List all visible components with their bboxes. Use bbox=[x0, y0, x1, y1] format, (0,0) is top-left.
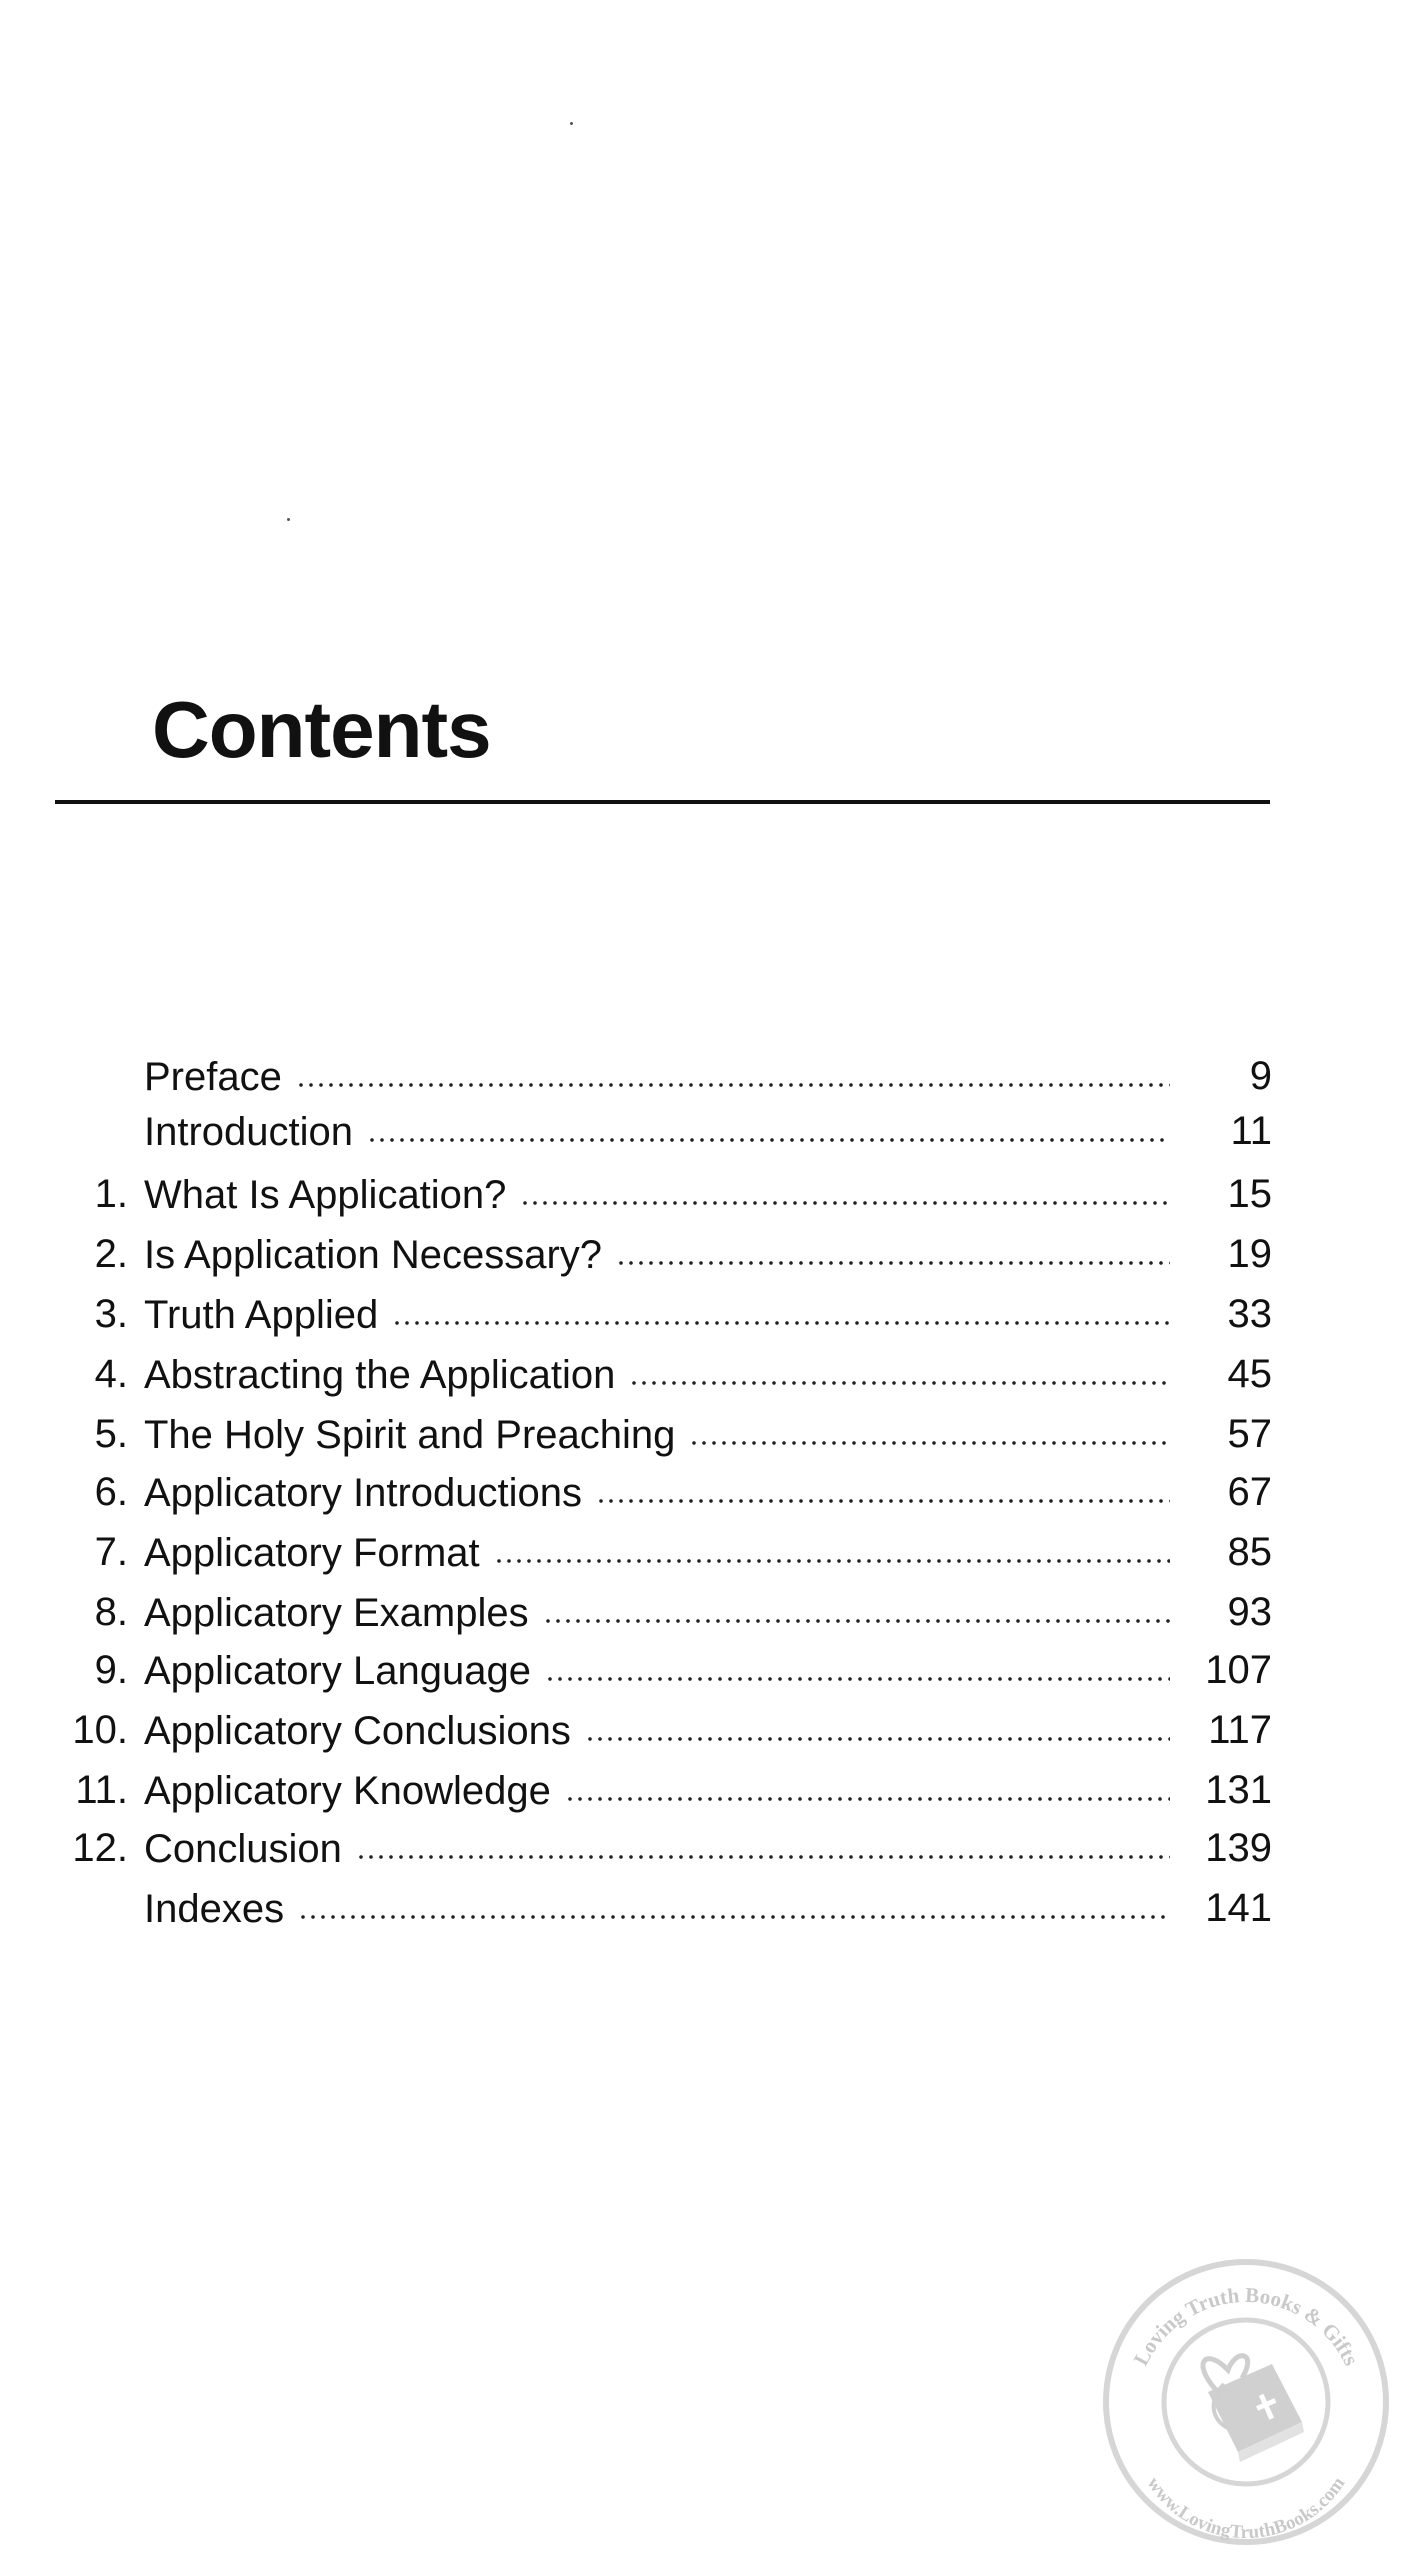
dot-leader bbox=[520, 1168, 1170, 1208]
dot-leader bbox=[367, 1105, 1170, 1145]
dot-leader bbox=[616, 1228, 1170, 1268]
toc-entry-page: 19 bbox=[1227, 1232, 1272, 1276]
dot-leader bbox=[565, 1764, 1170, 1804]
toc-entry bbox=[0, 1466, 1404, 1518]
toc-entry-number: 12. bbox=[72, 1826, 128, 1870]
toc-entry-title bbox=[144, 1228, 1170, 1281]
dot-leader bbox=[296, 1050, 1170, 1090]
toc-entry-number: 6. bbox=[94, 1470, 128, 1514]
toc-entry-title bbox=[144, 1348, 1170, 1401]
toc-entry bbox=[0, 1586, 1404, 1638]
toc-entry-title bbox=[144, 1586, 1170, 1639]
toc-entry-label: Applicatory Examples bbox=[144, 1591, 529, 1635]
toc-entry-title bbox=[144, 1822, 1170, 1875]
toc-entry-page: 33 bbox=[1227, 1292, 1272, 1336]
toc-entry-label: Is Application Necessary? bbox=[144, 1233, 603, 1277]
book-icon bbox=[1203, 2356, 1304, 2462]
toc-entry-page: 9 bbox=[1249, 1054, 1272, 1098]
toc-entry bbox=[0, 1882, 1404, 1934]
toc-entry-number: 3. bbox=[94, 1292, 128, 1336]
stamp-text-bottom: www.LovingTruthBooks.com bbox=[1142, 2473, 1350, 2544]
toc-entry-page: 131 bbox=[1205, 1768, 1272, 1812]
toc-entry-title bbox=[144, 1105, 1170, 1158]
toc-entry-label: Abstracting the Application bbox=[144, 1353, 616, 1397]
toc-entry-page: 93 bbox=[1227, 1590, 1272, 1634]
toc-entry-label: Truth Applied bbox=[144, 1293, 379, 1337]
toc-entry-label: Applicatory Format bbox=[144, 1531, 480, 1575]
toc-entry-page: 85 bbox=[1227, 1530, 1272, 1574]
dot-leader bbox=[596, 1466, 1170, 1506]
paper-speck bbox=[287, 518, 290, 521]
toc-entry bbox=[0, 1168, 1404, 1220]
toc-entry-number: 1. bbox=[94, 1172, 128, 1216]
toc-entry-page: 57 bbox=[1227, 1412, 1272, 1456]
dot-leader bbox=[585, 1704, 1170, 1744]
toc-entry-title bbox=[144, 1466, 1170, 1519]
toc-entry-number: 4. bbox=[94, 1352, 128, 1396]
dot-leader bbox=[629, 1348, 1170, 1388]
toc-entry bbox=[0, 1822, 1404, 1874]
toc-entry-page: 141 bbox=[1205, 1886, 1272, 1930]
toc-entry-title bbox=[144, 1526, 1170, 1579]
toc-entry-number: 8. bbox=[94, 1590, 128, 1634]
toc-entry-title bbox=[144, 1168, 1170, 1221]
title-rule bbox=[55, 800, 1270, 804]
toc-entry-number: 10. bbox=[72, 1708, 128, 1752]
toc-entry-title bbox=[144, 1644, 1170, 1697]
toc-entry-label: Introduction bbox=[144, 1110, 354, 1154]
toc-entry bbox=[0, 1704, 1404, 1756]
dot-leader bbox=[298, 1882, 1170, 1922]
toc-entry-page: 139 bbox=[1205, 1826, 1272, 1870]
toc-entry-page: 117 bbox=[1208, 1708, 1272, 1752]
toc-entry-page: 67 bbox=[1227, 1470, 1272, 1514]
dot-leader bbox=[392, 1288, 1170, 1328]
toc-entry-page: 11 bbox=[1230, 1109, 1272, 1153]
stamp-text-top: Loving Truth Books & Gifts bbox=[1128, 2282, 1364, 2370]
toc-entry-title bbox=[144, 1050, 1170, 1103]
toc-entry-title bbox=[144, 1764, 1170, 1817]
toc-entry-label: What Is Application? bbox=[144, 1173, 507, 1217]
toc-entry-number: 5. bbox=[94, 1412, 128, 1456]
dot-leader bbox=[543, 1586, 1170, 1626]
toc-entry-number: 2. bbox=[94, 1232, 128, 1276]
page-title: Contents bbox=[152, 685, 491, 774]
toc-entry bbox=[0, 1526, 1404, 1578]
toc-entry-label: Indexes bbox=[144, 1887, 285, 1931]
toc-entry-label: Applicatory Knowledge bbox=[144, 1769, 551, 1813]
bookstore-stamp bbox=[1096, 2252, 1396, 2552]
toc-entry-label: Conclusion bbox=[144, 1827, 342, 1871]
dot-leader bbox=[494, 1526, 1170, 1566]
toc-entry bbox=[0, 1105, 1404, 1157]
toc-entry-label: Applicatory Conclusions bbox=[144, 1709, 571, 1753]
toc-entry bbox=[0, 1288, 1404, 1340]
toc-entry-number: 11. bbox=[75, 1768, 128, 1812]
toc-entry-page: 107 bbox=[1205, 1648, 1272, 1692]
paper-speck bbox=[570, 122, 573, 125]
toc-entry-title bbox=[144, 1288, 1170, 1341]
toc-entry-title bbox=[144, 1704, 1170, 1757]
toc-entry-page: 45 bbox=[1227, 1352, 1272, 1396]
toc-entry-label: Applicatory Language bbox=[144, 1649, 531, 1693]
toc-entry-number: 7. bbox=[94, 1530, 128, 1574]
toc-entry bbox=[0, 1228, 1404, 1280]
toc-entry-label: The Holy Spirit and Preaching bbox=[144, 1413, 676, 1457]
toc-entry-label: Applicatory Introductions bbox=[144, 1471, 583, 1515]
toc-entry bbox=[0, 1408, 1404, 1460]
toc-entry-label: Preface bbox=[144, 1055, 282, 1099]
toc-entry-page: 15 bbox=[1227, 1172, 1272, 1216]
dot-leader bbox=[689, 1408, 1170, 1448]
toc-entry bbox=[0, 1348, 1404, 1400]
toc-entry bbox=[0, 1050, 1404, 1102]
dot-leader bbox=[356, 1822, 1170, 1862]
toc-entry bbox=[0, 1644, 1404, 1696]
toc-entry bbox=[0, 1764, 1404, 1816]
dot-leader bbox=[545, 1644, 1170, 1684]
toc-entry-title bbox=[144, 1882, 1170, 1935]
toc-entry-number: 9. bbox=[94, 1648, 128, 1692]
toc-entry-title bbox=[144, 1408, 1170, 1461]
